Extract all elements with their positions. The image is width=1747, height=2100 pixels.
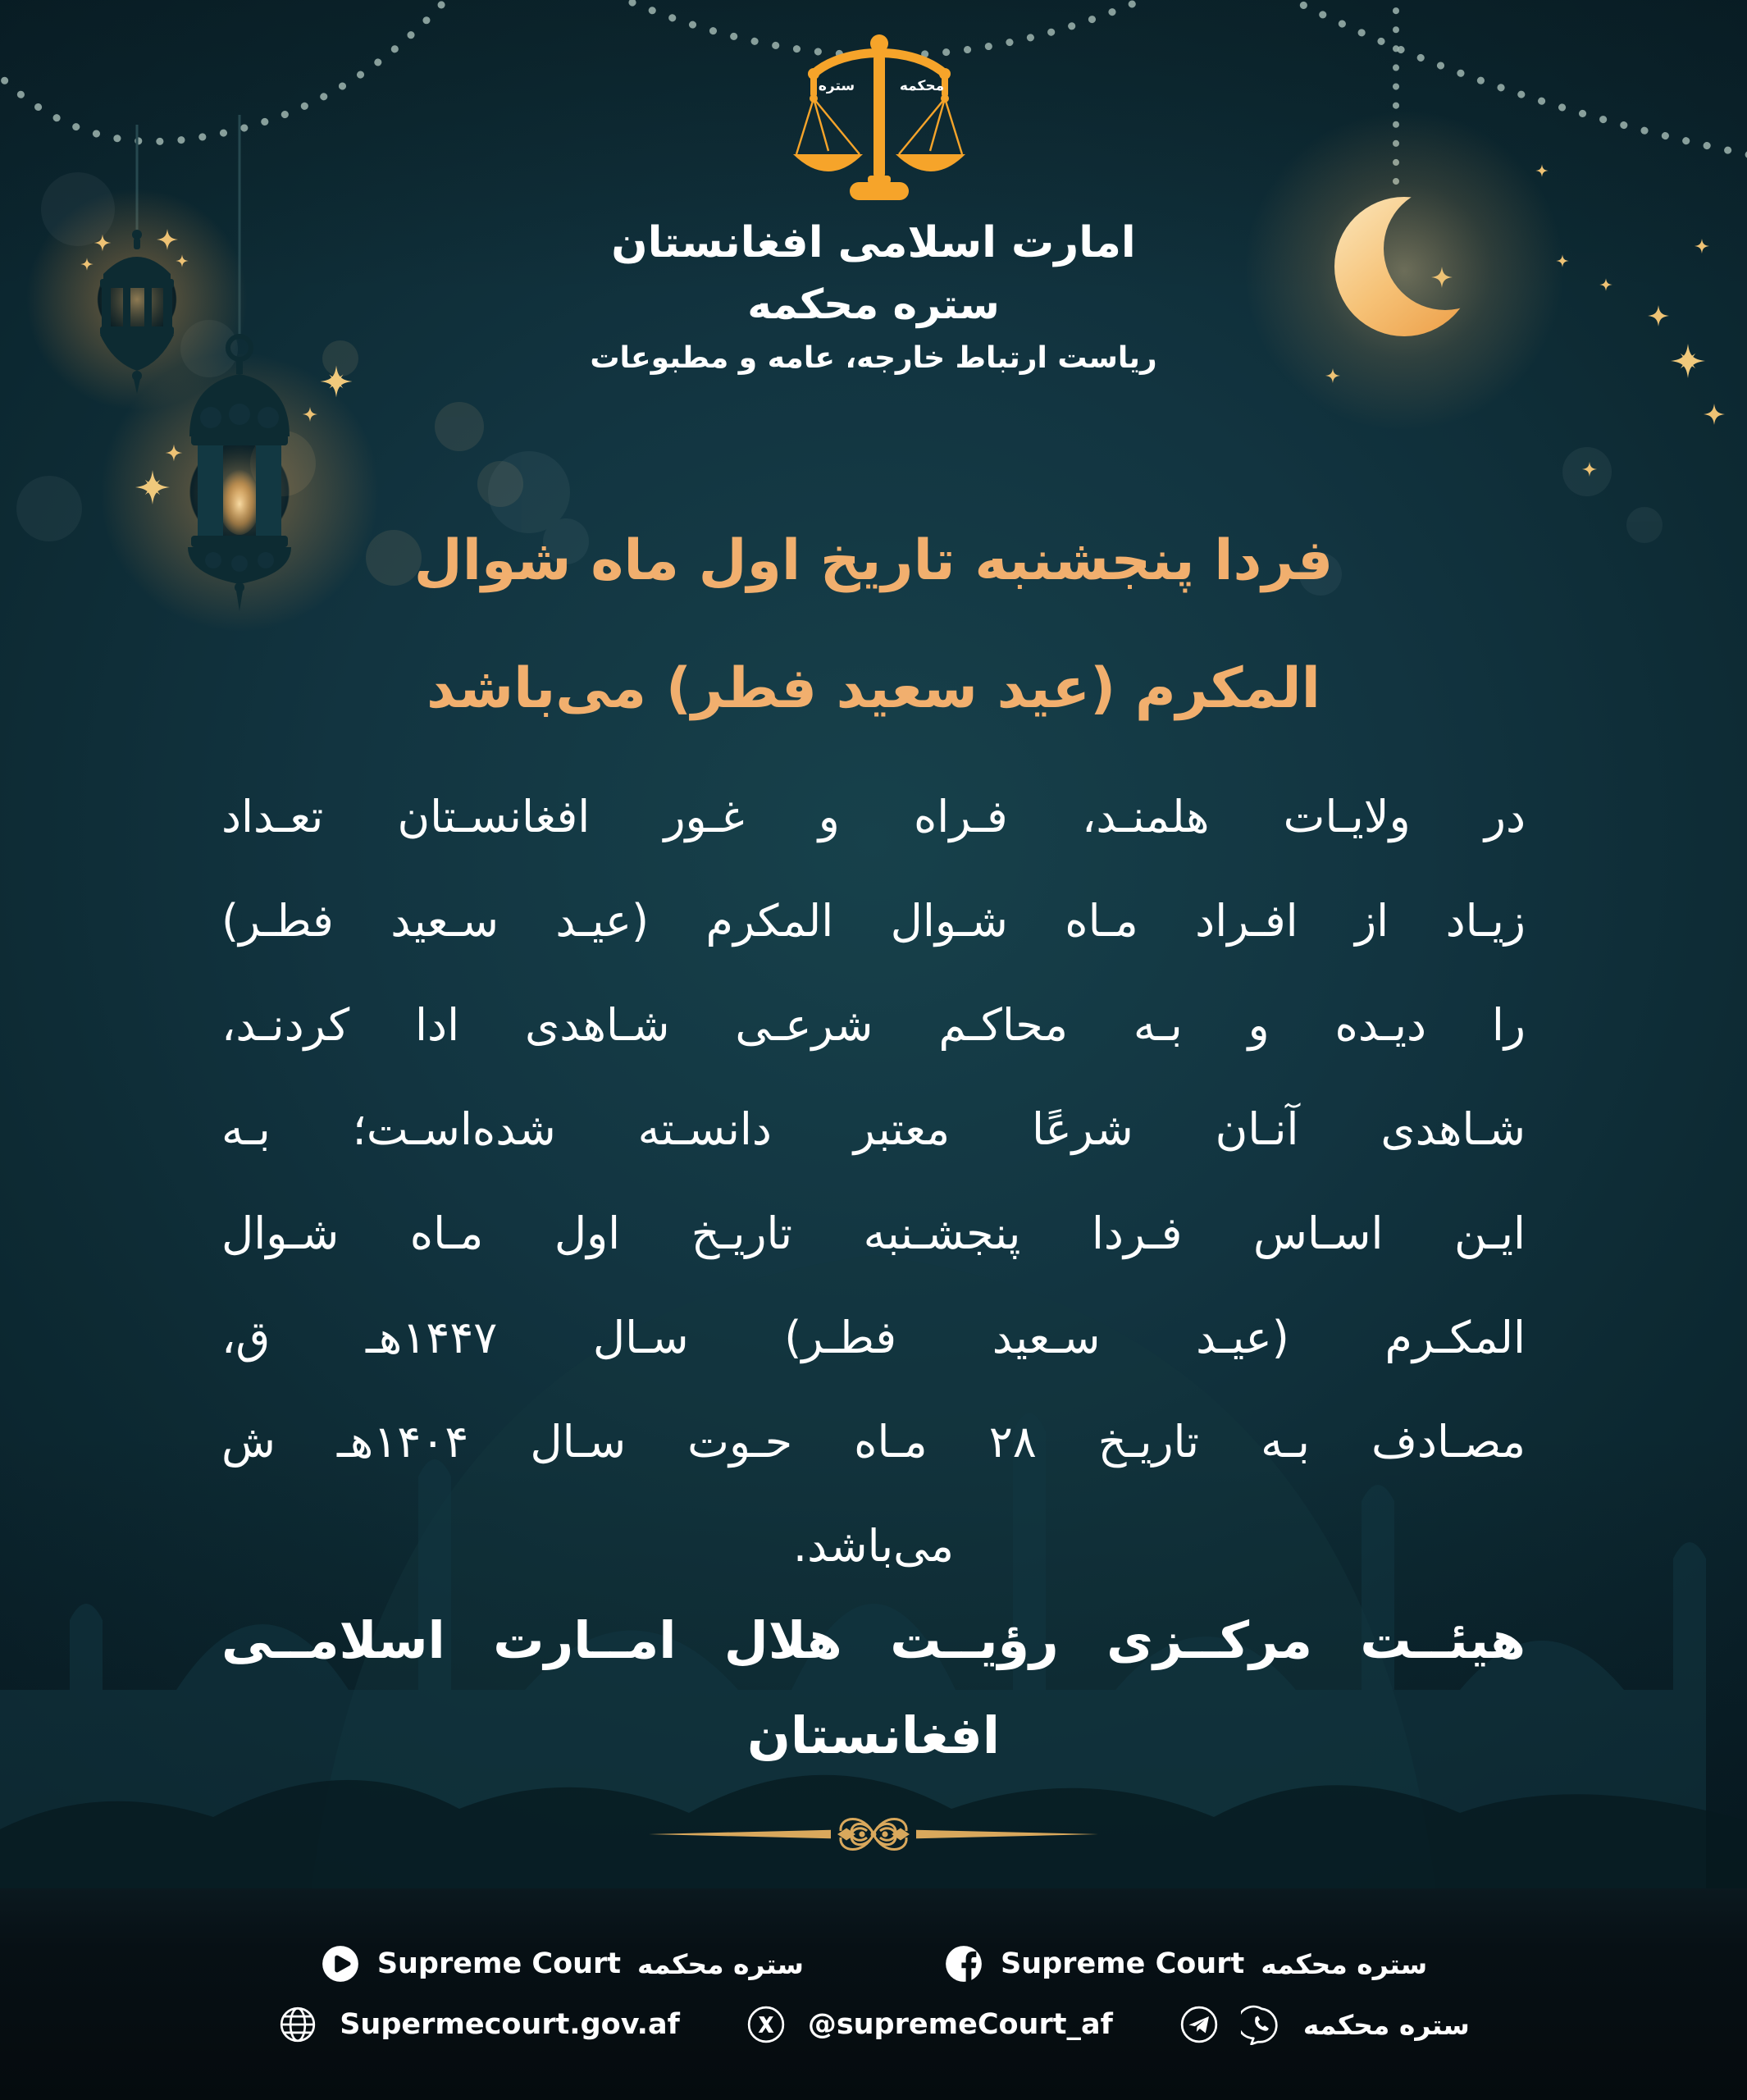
scales-icon [793, 34, 965, 200]
supreme-court-logo [786, 31, 973, 203]
body-line: را دیـده و بـه محاکـم شرعـی شـاهدی ادا کردنـد، [221, 999, 1526, 1051]
youtube-handle: ستره محکمه [637, 1947, 804, 1980]
facebook-label: Supreme Court [1001, 1947, 1245, 1980]
body-line: می‌باشد. [792, 1520, 955, 1572]
x-icon [746, 2004, 787, 2045]
whatsapp-icon [1241, 2004, 1282, 2045]
x-handle-link[interactable]: @supremeCourt_af [807, 2008, 1113, 2041]
footer-bar [0, 1888, 1747, 2100]
body-line: المکـرم (عیـد سـعید فطـر) سـال ۱۴۴۷هـ ق، [221, 1312, 1526, 1363]
emirate-calligraphy: امارت اسلامی افغانستان [611, 218, 1136, 267]
telegram-icon [1179, 2004, 1220, 2045]
youtube-icon [320, 1943, 361, 1984]
youtube-label: Supreme Court [376, 1947, 622, 1980]
body-line: در ولایـات هلمنـد، فـراه و غـور افغانسـتان تعـداد [221, 791, 1526, 842]
youtube-link[interactable] [320, 1943, 804, 1984]
facebook-icon [943, 1943, 984, 1984]
org-title: ستره محکمه [747, 281, 1000, 328]
body-line: ایـن اسـاس فـردا پنجشـنبه تاریـخ اول مـاه شـوال [221, 1208, 1526, 1259]
heading-line: فردا پنجشنبه تاریخ اول ماه شوال [413, 528, 1334, 593]
logo-beam-word-right: محکمه [899, 78, 945, 94]
website-link[interactable]: Supermecourt.gov.af [340, 2008, 680, 2041]
messaging-handle[interactable]: ستره محکمه [1302, 2008, 1470, 2041]
ornamental-divider [644, 1800, 1103, 1869]
footer-social-row [320, 1943, 1427, 1984]
signature-line: هیئــت مرکــزی رؤیــت هلال امــارت اسلامــی [221, 1610, 1526, 1670]
globe-icon [277, 2004, 318, 2045]
body-line: شـاهدی آنـان شرعًا معتبر دانسـته شده‌اسـت؛ بـه [221, 1103, 1526, 1155]
facebook-link[interactable] [943, 1943, 1427, 1984]
facebook-handle: ستره محکمه [1261, 1947, 1428, 1980]
announcement-body [221, 765, 1526, 1598]
org-subtitle: ریاست ارتباط خارجه، عامه و مطبوعات [590, 341, 1157, 375]
footer-links-row [277, 2004, 1470, 2045]
body-line: زیـاد از افـراد مـاه شـوال المکرم (عیـد سـعید فطـر) [221, 895, 1526, 947]
body-line: مصـادف بـه تاریـخ ۲۸ مـاه حـوت سـال ۱۴۰۴هـ ش [221, 1416, 1526, 1468]
signature-block [221, 1593, 1526, 1783]
heading-line: المکرم (عید سعید فطر) می‌باشد [426, 656, 1321, 721]
signature-line: افغانستان [746, 1705, 1000, 1765]
announcement-heading [217, 497, 1530, 753]
logo-beam-word-left: ستره [818, 78, 855, 94]
